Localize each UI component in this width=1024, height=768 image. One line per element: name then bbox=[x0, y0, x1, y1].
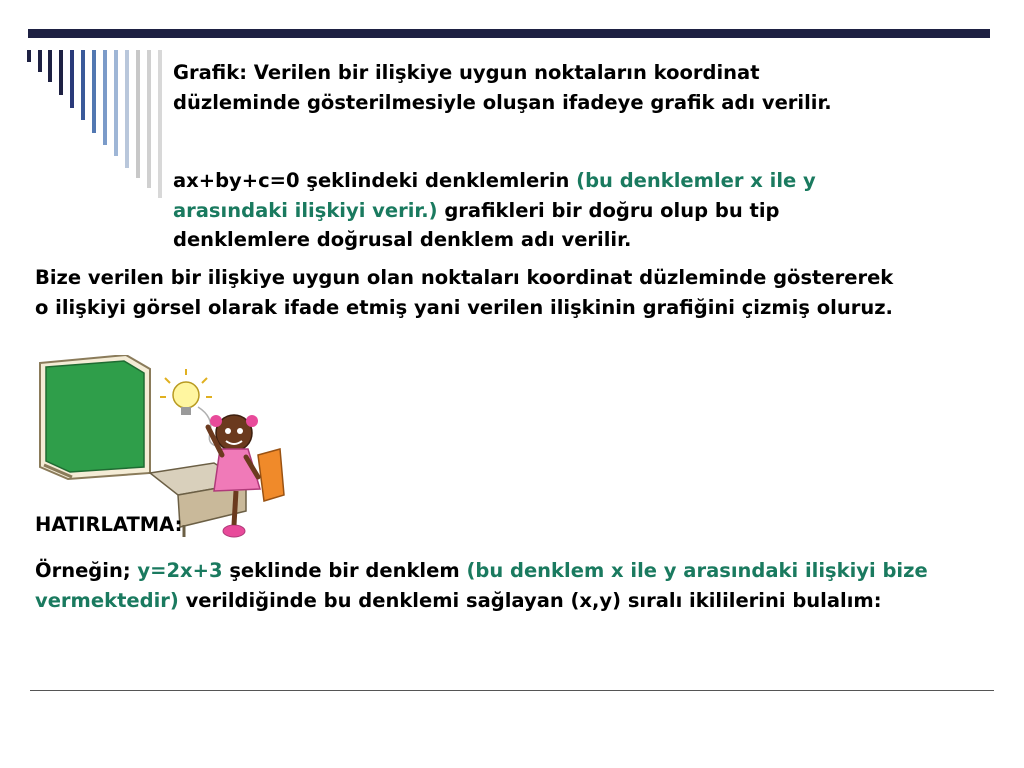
reminder-heading bbox=[35, 510, 335, 540]
graph-explanation bbox=[35, 263, 895, 322]
grafik-definition bbox=[173, 58, 893, 117]
stripe bbox=[27, 50, 31, 62]
header-bar bbox=[28, 29, 990, 38]
stripe bbox=[158, 50, 162, 198]
stripe bbox=[103, 50, 107, 145]
stripe bbox=[92, 50, 96, 133]
stripe bbox=[136, 50, 140, 178]
ornek-lead: Örneğin; bbox=[35, 559, 138, 582]
stripe bbox=[59, 50, 63, 95]
lightbulb-base bbox=[181, 407, 191, 415]
hatirlatma-label: HATIRLATMA: bbox=[35, 513, 183, 536]
hair-bow-left bbox=[210, 415, 222, 427]
stripe bbox=[38, 50, 42, 72]
stripe bbox=[114, 50, 118, 156]
denklem-text-end: grafikleri bir doğru olup bu tip denklemlere doğrusal denklem adı verilir. bbox=[173, 198, 780, 251]
ornek-text-end: verildiğinde bu denklemi sağlayan (x,y) sıralı ikililerini bulalım: bbox=[178, 588, 882, 612]
girl-eye bbox=[237, 428, 243, 434]
bize-text: Bize verilen bir ilişkiye uygun olan noktaları koordinat düzleminde göstererek o ilişkiyi görsel olarak ifade etmiş yani verilen ilişkinin grafiğini çizmiş oluruz. bbox=[35, 266, 894, 319]
girl-eye bbox=[225, 428, 231, 434]
footer-divider bbox=[30, 690, 994, 691]
denklem-note: (bu denklemler x ile y arasındaki ilişkiyi verir.) bbox=[173, 169, 816, 222]
stripe bbox=[70, 50, 74, 108]
stripe bbox=[125, 50, 129, 168]
ornek-note: (bu denklem x ile y arasındaki ilişkiyi bize vermektedir) bbox=[35, 559, 928, 612]
grafik-text: Grafik: Verilen bir ilişkiye uygun noktaların koordinat düzleminde gösterilmesiyle oluşan ifadeye grafik adı verilir. bbox=[173, 61, 832, 114]
stripe bbox=[147, 50, 151, 188]
example-equation: y=2x+3 bbox=[137, 559, 223, 582]
linear-equation-paragraph bbox=[173, 166, 918, 255]
stripe bbox=[48, 50, 52, 82]
example-paragraph bbox=[35, 556, 965, 615]
chair bbox=[258, 449, 284, 501]
hair-bow-right bbox=[246, 415, 258, 427]
lightbulb-icon bbox=[173, 382, 199, 408]
denklem-text-start: ax+by+c=0 şeklindeki denklemlerin bbox=[173, 169, 577, 192]
ornek-text-start: şeklinde bir denklem bbox=[222, 559, 467, 582]
stripe bbox=[81, 50, 85, 120]
chalkboard bbox=[46, 361, 144, 472]
